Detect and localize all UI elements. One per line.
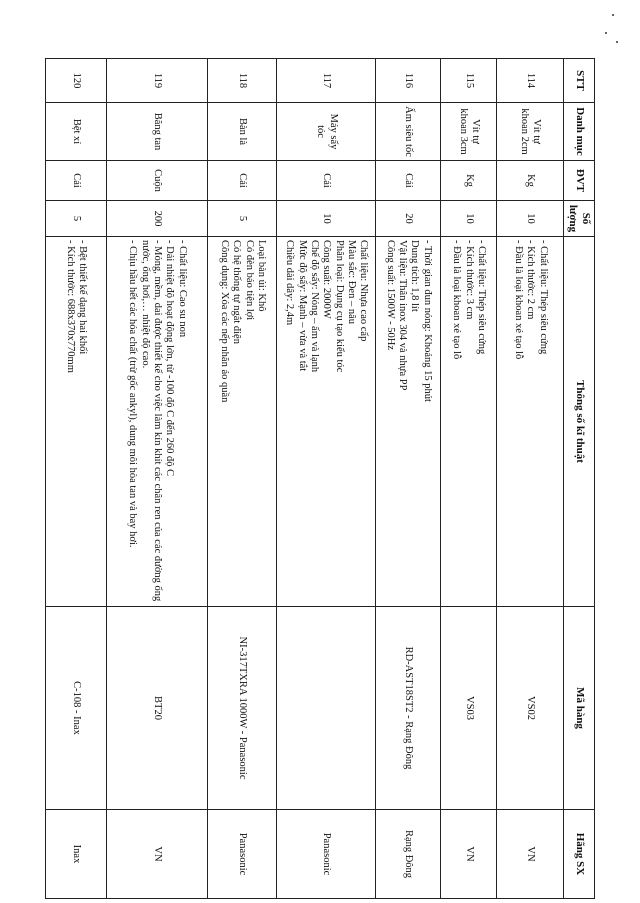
stt-cell: 115 (440, 59, 496, 103)
danh-muc-cell: Bàn là (208, 103, 277, 161)
dvt-cell: Kg (440, 161, 496, 201)
dvt-cell: Cái (208, 161, 277, 201)
so-luong-cell: 10 (440, 201, 496, 237)
spec-line: Chế độ sấy: Nóng – ấm và lạnh (309, 240, 320, 373)
spec-line: - Kích thước: 3 cm (463, 240, 475, 320)
hang-sx-cell: Inax (46, 810, 107, 899)
so-luong-cell: 5 (208, 201, 277, 237)
spec-line: - Chất liệu: Cao su non (176, 240, 188, 338)
hang-sx-cell: Panasonic (277, 810, 376, 899)
spec-line: - Thời gian đun nóng: Khoảng 15 phút (421, 240, 433, 402)
ma-hang-cell: VS03 (440, 607, 496, 810)
table-row (106, 59, 208, 899)
product-spec-table (45, 58, 595, 899)
spec-line: - Đầu là loại khoan xé tạo lỗ (451, 240, 463, 360)
hang-sx-cell: VN (497, 810, 564, 899)
spec-line: - Kích thước: 2 cm (525, 240, 537, 320)
spec-line: Có đèn báo tiện lợi (243, 240, 255, 321)
hang-sx-cell: Panasonic (208, 810, 277, 899)
spec-line: Phân loại: Dụng cụ tạo kiểu tóc (333, 240, 345, 373)
spec-cell (440, 237, 496, 607)
spec-line: Mức độ sấy: Mạnh – vừa và tắt (296, 240, 308, 372)
so-luong-cell: 10 (497, 201, 564, 237)
scan-speck (612, 14, 614, 16)
stt-cell: 117 (277, 59, 376, 103)
spec-line: - Kích thước: 688x370x770mm (64, 240, 76, 373)
header-stt: STT (564, 59, 595, 103)
table-row (208, 59, 277, 899)
spec-line: Chất liệu: Nhựa cao cấp (358, 240, 370, 342)
hang-sx-cell: VN (106, 810, 208, 899)
spec-line: - Dải nhiệt độ hoạt động lớn, từ -100 độ C đến 260 độ C (164, 240, 176, 477)
header-thong-so: Thông số kĩ thuật (564, 237, 595, 607)
table-header-row (564, 59, 595, 899)
spec-line: Chiều dài dây: 2,4m (284, 240, 296, 326)
dvt-cell: Cái (277, 161, 376, 201)
ma-hang-cell: BT20 (106, 607, 208, 810)
so-luong-cell: 10 (277, 201, 376, 237)
header-hang-sx: Hãng SX (564, 810, 595, 899)
scan-speck (616, 41, 618, 43)
spec-line: Loại bàn ủi: Khô (255, 240, 267, 312)
danh-muc-cell: Máy sấy tóc (277, 103, 376, 161)
spec-line: - Mỏng, mềm, dai được thiết kế cho việc làm kín khít các chân ren của các đường ống nước, ống hơi,… nhiệt độ cao. (139, 240, 163, 602)
stt-cell: 114 (497, 59, 564, 103)
dvt-cell: Kg (497, 161, 564, 201)
danh-muc-cell: Bệt xí (46, 103, 107, 161)
spec-line: - Chất liệu: Thép siêu cứng (537, 240, 549, 355)
spec-line: Công suất: 2000W (321, 240, 333, 319)
spec-line: Có hệ thống tự ngắt điện (231, 240, 243, 344)
spec-cell (106, 237, 208, 607)
ma-hang-cell (277, 607, 376, 810)
ma-hang-cell: C-108 - Inax (46, 607, 107, 810)
hang-sx-cell: Rạng Đông (376, 810, 441, 899)
spec-cell (376, 237, 441, 607)
so-luong-cell: 5 (46, 201, 107, 237)
spec-cell (208, 237, 277, 607)
spec-line: Dung tích: 1,8 lít (409, 240, 421, 312)
spec-line: - Chịu hầu hết các hóa chất (trừ gốc ankyl), dung môi hòa tan và bay hơi. (127, 240, 139, 548)
danh-muc-cell: Băng tan (106, 103, 208, 161)
spec-line: - Chất liệu: Thép siêu cứng (476, 240, 488, 355)
table-row (440, 59, 496, 899)
spec-line: Màu sắc: Đen – nâu (346, 240, 358, 324)
ma-hang-cell: RD-AST18ST2 - Rạng Đông (376, 607, 441, 810)
header-ma-hang: Mã hàng (564, 607, 595, 810)
table-row (497, 59, 564, 899)
header-dvt: ĐVT (564, 161, 595, 201)
so-luong-cell: 20 (376, 201, 441, 237)
scan-speck (605, 32, 607, 34)
ma-hang-cell: VS02 (497, 607, 564, 810)
spec-line: - Bệt thiết kế dạng hai khối (77, 240, 89, 355)
table-row (277, 59, 376, 899)
so-luong-cell: 200 (106, 201, 208, 237)
danh-muc-cell: Vít tự khoan 2cm (497, 103, 564, 161)
spec-line: Công dụng: Xóa các nếp nhăn áo quần (218, 240, 230, 403)
dvt-cell: Cái (376, 161, 441, 201)
table-row (376, 59, 441, 899)
rotated-page (45, 58, 595, 898)
hang-sx-cell: VN (440, 810, 496, 899)
stt-cell: 120 (46, 59, 107, 103)
table-row (46, 59, 107, 899)
danh-muc-cell: Vít tự khoan 3cm (440, 103, 496, 161)
stt-cell: 119 (106, 59, 208, 103)
spec-cell (277, 237, 376, 607)
ma-hang-cell: NI-317TXRA 1000W - Panasonic (208, 607, 277, 810)
spec-line: Công suất: 1500W - 50Hz (384, 240, 396, 351)
dvt-cell: Cuộn (106, 161, 208, 201)
spec-cell (497, 237, 564, 607)
spec-cell (46, 237, 107, 607)
danh-muc-cell: Ấm siêu tốc (376, 103, 441, 161)
spec-line: - Đầu là loại khoan xé tạo lỗ (512, 240, 524, 360)
dvt-cell: Cái (46, 161, 107, 201)
header-so-luong: Số lượng (564, 201, 595, 237)
header-danh-muc: Danh mục (564, 103, 595, 161)
spec-line: Vật liệu: Thân inox 304 và nhựa PP (397, 240, 409, 391)
stt-cell: 118 (208, 59, 277, 103)
stt-cell: 116 (376, 59, 441, 103)
